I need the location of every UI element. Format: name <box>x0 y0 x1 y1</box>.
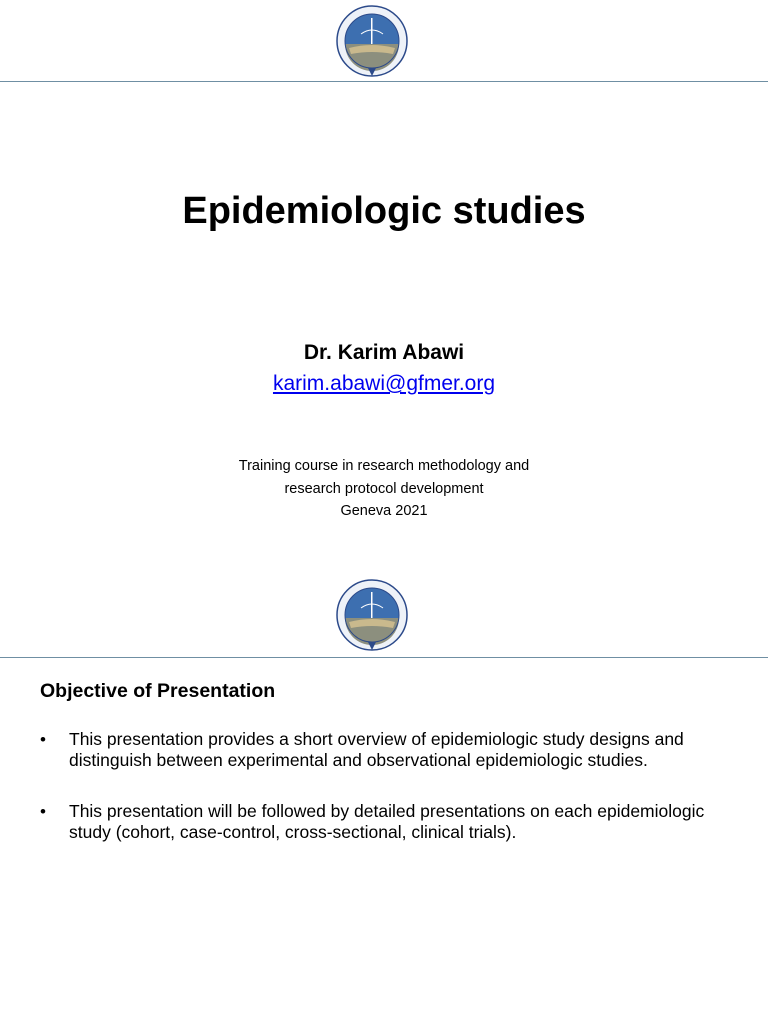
course-line: Geneva 2021 <box>340 503 428 519</box>
bullet-text: This presentation will be followed by detailed presentations on each epidemiologic study (cohort, case-control, cross-sectional, clinical trials). <box>69 801 705 842</box>
header-divider <box>0 81 768 82</box>
gfmer-seal-icon <box>335 4 409 78</box>
author-name: Dr. Karim Abawi <box>303 341 465 364</box>
objective-slide <box>0 576 768 1024</box>
bullet-text: This presentation provides a short overview of epidemiologic study designs and distinguish between experimental and observational epidemiologic studies. <box>69 729 684 770</box>
section-heading: Objective of Presentation <box>40 680 276 702</box>
list-item <box>40 801 740 843</box>
header-divider <box>0 657 768 658</box>
bullet-list <box>40 729 740 873</box>
gfmer-seal-icon <box>335 578 409 652</box>
slide-title: Epidemiologic studies <box>182 190 586 232</box>
bullet-icon: • <box>40 730 46 749</box>
course-info <box>0 455 768 523</box>
course-line: Training course in research methodology and <box>238 458 530 474</box>
bullet-icon: • <box>40 802 46 821</box>
list-item <box>40 729 740 771</box>
author-email-link[interactable]: karim.abawi@gfmer.org <box>272 372 496 395</box>
course-line: research protocol development <box>284 480 484 497</box>
